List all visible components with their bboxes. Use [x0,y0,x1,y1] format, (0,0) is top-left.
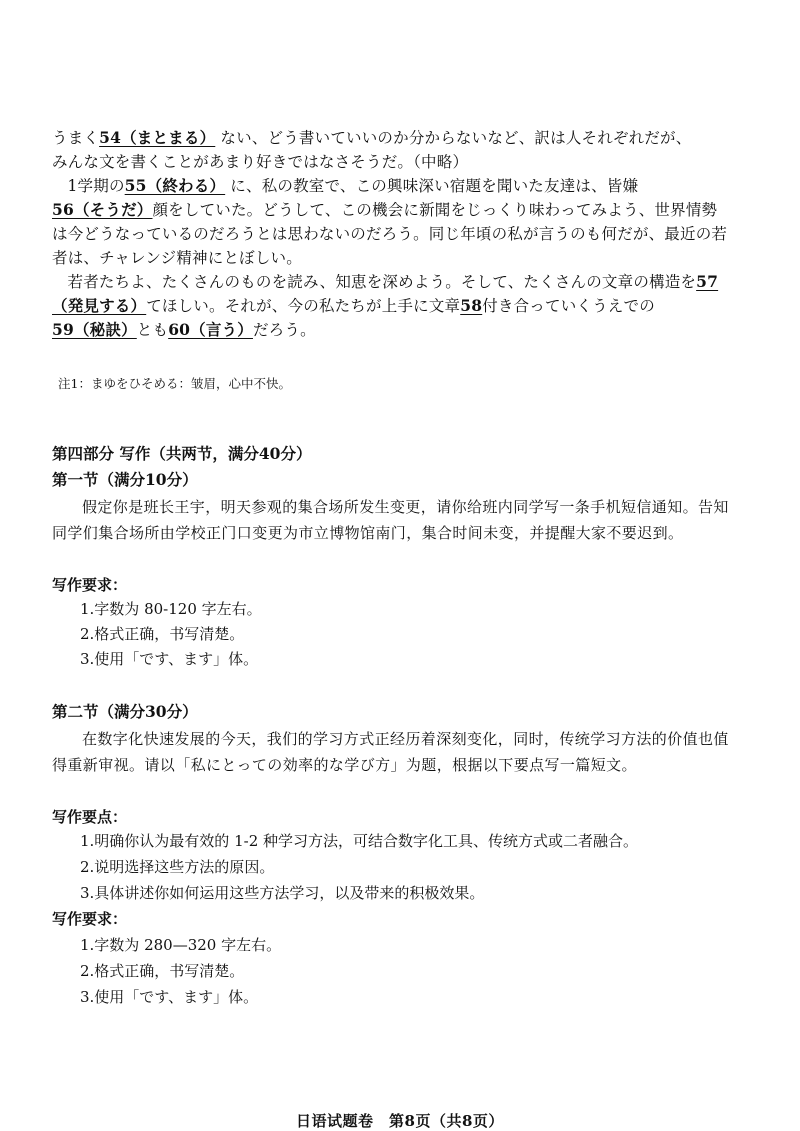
section2-point: 2.说明选择这些方法的原因。 [80,858,275,876]
blank-57: 57（発見する） [52,272,719,315]
section2-prompt: 在数字化快速发展的今天，我们的学习方式正经历着深刻变化，同时，传统学习方法的价值也值得重新审视。请以「私にとっての効率的な学び方」为题，根据以下要点写一篇短文。 [52,730,729,774]
section1-prompt: 假定你是班长王宇，明天参观的集合场所发生变更，请你给班内同学写一条手机短信通知。告知同学们集合场所由学校正门口变更为市立博物馆南门，集合时间未变，并提醒大家不要迟到。 [52,498,729,542]
footnote: 注1：まゆをひそめる：皱眉，心中不快。 [58,376,291,391]
section2-requirement: 2.格式正确，书写清楚。 [80,962,245,980]
section2-point: 3.具体讲述你如何运用这些方法学习，以及带来的积极效果。 [80,884,485,902]
section1-heading: 第一节（满分10分） [52,470,198,489]
reading-passage [52,126,732,342]
section2-points-label: 写作要点： [52,808,128,826]
blank-60: 60（言う） [168,320,253,339]
passage-paragraph-2: 1学期の55（終わる） に、私の教室で、この興味深い宿題を聞いた友達は、皆嫌56（そうだ）顔をしていた。どうして、この機会に新聞をじっくり味わってみよう、世界情勢は今どうなっているのだろうとは思わないのだろう。同じ年頃の私が言うのも何だが、最近の若者は、チャレンジ精神にとぼしい。 [52,176,728,267]
blank-59: 59（秘訣） [52,320,137,339]
passage-paragraph-3: 若者たちよ、たくさんのものを読み、知恵を深めよう。そして、たくさんの文章の構造を57（発見する）てほしい。それが、今の私たちが上手に文章58付き合っていくうえでの59（秘訣）とも60（言う）だろう。 [52,272,719,339]
section2-requirements-label: 写作要求： [52,910,128,928]
section1-requirement: 3.使用「です、ます」体。 [80,650,259,668]
section1-requirements-label: 写作要求： [52,576,128,594]
blank-58: 58 [460,296,483,315]
section2-requirement: 3.使用「です、ます」体。 [80,988,259,1006]
part4-title: 第四部分 写作（共两节，满分40分） [52,444,312,463]
page-footer: 日语试题卷 第8页（共8页） [296,1112,504,1130]
blank-54: 54（まとまる） [99,128,216,147]
section2-requirement: 1.字数为 280—320 字左右。 [80,936,282,954]
section1-requirement: 1.字数为 80-120 字左右。 [80,600,262,618]
section1-requirement: 2.格式正确，书写清楚。 [80,625,245,643]
blank-56: 56（そうだ） [52,200,153,219]
section2-heading: 第二节（满分30分） [52,702,198,721]
passage-paragraph-1: うまく54（まとまる） ない、どう書いていいのか分からないなど、訳は人それぞれだが、 みんな文を書くことがあまり好きではなさそうだ。（中略） [52,128,692,171]
section2-point: 1.明确你认为最有效的 1-2 种学习方法，可结合数字化工具、传统方式或二者融合。 [80,832,639,850]
blank-55: 55（終わる） [124,176,226,195]
